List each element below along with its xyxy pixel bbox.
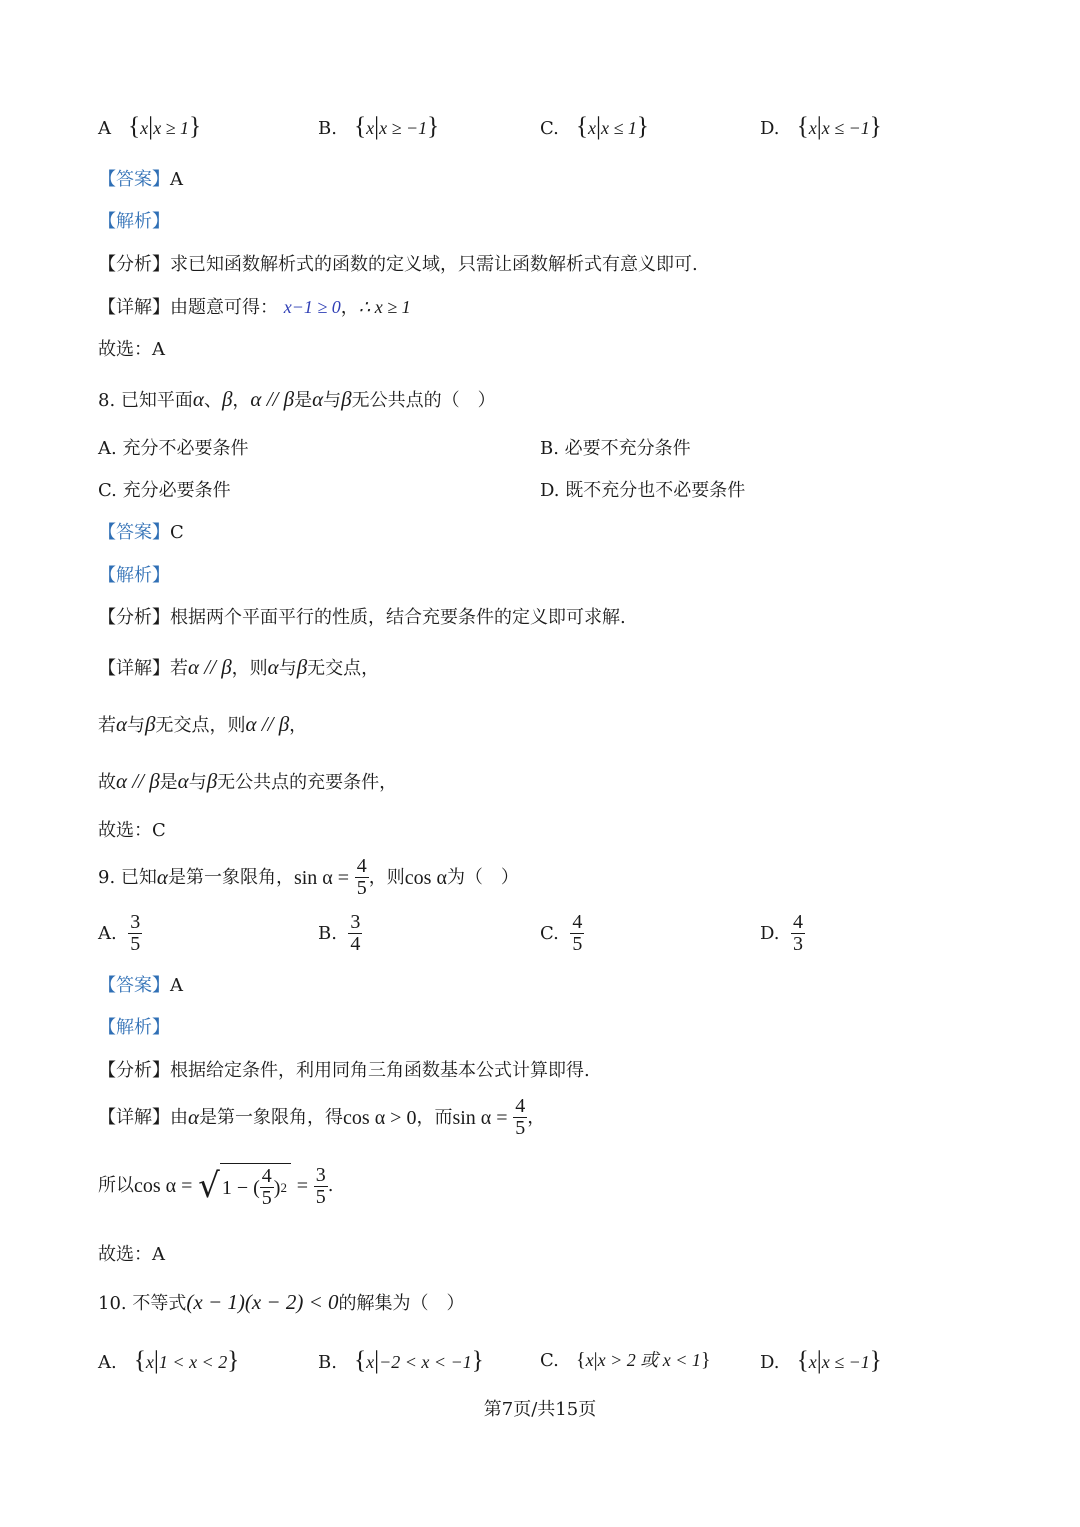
fenxi-tag: 【分析】 <box>98 607 170 628</box>
q7-guxuan <box>98 341 165 359</box>
fraction <box>355 856 369 899</box>
question-number: 8. <box>98 390 116 411</box>
brace-close: } <box>869 1347 882 1374</box>
math-condition: x−1 ≥ 0 <box>283 297 341 317</box>
fraction-numerator: 4 <box>792 911 803 933</box>
answer-tag: 【答案】 <box>98 169 170 190</box>
question-number: 9. <box>98 866 116 888</box>
question-number: 10. <box>98 1293 127 1314</box>
xiangjie-text: 是第一象限角，得 <box>199 1106 344 1128</box>
set-bar: | <box>148 113 154 140</box>
set-condition: x ≤ 1 <box>601 118 637 138</box>
math-parallel: α // β <box>116 769 160 793</box>
option-letter: A. <box>98 922 117 944</box>
q8-xiangjie-line2 <box>98 714 307 735</box>
fraction <box>791 912 805 955</box>
option-letter: B. <box>318 1352 337 1373</box>
q8-option-b <box>540 440 691 458</box>
math-beta: β <box>221 387 233 411</box>
q8-xiangjie-line3 <box>98 771 397 792</box>
brace-close: } <box>636 113 649 140</box>
fraction <box>260 1166 274 1209</box>
radicand <box>220 1163 291 1209</box>
q7-option-a <box>98 114 201 139</box>
math-exponent: 2 <box>280 1180 287 1195</box>
brace-close: } <box>189 113 202 140</box>
fenxi-tag: 【分析】 <box>98 254 170 275</box>
xiangjie-text: 由 <box>170 1106 188 1128</box>
xiangjie-text: ， <box>340 297 359 318</box>
question-text: ， <box>232 390 251 411</box>
math-cos: cos α = <box>134 1175 193 1197</box>
fraction-numerator: 3 <box>130 911 141 933</box>
page-number: 第7页/共15页 <box>483 1399 597 1420</box>
q9-fenxi <box>98 1062 590 1080</box>
fenxi-tag: 【分析】 <box>98 1060 170 1081</box>
xiangjie-text: 由题意可得： <box>170 297 278 318</box>
q7-fenxi <box>98 256 698 274</box>
set-condition: −2 < x < −1 <box>379 1352 472 1372</box>
q8-option-a <box>98 440 248 458</box>
option-text: D. 既不充分也不必要条件 <box>540 480 746 501</box>
brace-open: { <box>576 113 589 140</box>
solution-text: 所以 <box>98 1175 134 1196</box>
conclusion-text: 故选：A <box>98 339 165 360</box>
brace-open: { <box>133 1347 146 1374</box>
brace-close: } <box>869 113 882 140</box>
xiangjie-tag: 【详解】 <box>98 1106 170 1128</box>
question-text: 不等式 <box>132 1293 187 1314</box>
option-letter: D. <box>760 118 780 139</box>
fraction-numerator: 4 <box>356 855 367 877</box>
question-text: 是第一象限角， <box>167 866 294 888</box>
q8-jiexi <box>98 567 170 585</box>
math-sin: sin α = <box>293 866 350 889</box>
set-condition: x > 2 或 x < 1 <box>597 1350 701 1370</box>
fraction-denominator: 4 <box>350 933 361 955</box>
q9-option-b <box>318 912 362 955</box>
math-equals: = <box>296 1175 308 1197</box>
xiangjie-text: ，则 <box>231 658 268 679</box>
fraction-denominator: 5 <box>572 933 583 955</box>
solution-text: . <box>327 1175 334 1196</box>
option-letter: C. <box>540 1350 559 1371</box>
q8-xiangjie-line1 <box>98 657 379 678</box>
fraction-numerator: 4 <box>261 1165 272 1187</box>
q7-option-d <box>760 114 882 139</box>
q8-option-c <box>98 482 231 500</box>
q9-answer <box>98 977 183 995</box>
xiangjie-text: 若 <box>170 658 188 679</box>
set-bar: | <box>593 1349 598 1371</box>
q10-option-a <box>98 1348 239 1373</box>
q8-guxuan <box>98 822 166 840</box>
set-var: x <box>585 1350 594 1370</box>
fenxi-text: 根据给定条件，利用同角三角函数基本公式计算即得. <box>170 1060 590 1081</box>
q10-question <box>98 1292 465 1313</box>
xiangjie-text: ， <box>289 715 308 736</box>
square-root <box>198 1163 291 1209</box>
xiangjie-text: 若 <box>98 715 116 736</box>
math-parallel: α // β <box>250 387 295 411</box>
fraction-denominator: 5 <box>130 933 141 955</box>
fraction <box>513 1096 527 1139</box>
question-text: 已知平面 <box>120 390 193 411</box>
brace-open: { <box>796 113 809 140</box>
brace-open: { <box>354 113 367 140</box>
fenxi-text: 根据两个平面平行的性质，结合充要条件的定义即可求解. <box>170 607 626 628</box>
brace-close: } <box>427 113 440 140</box>
q9-option-c <box>540 912 584 955</box>
fraction <box>570 912 584 955</box>
math-alpha: α <box>267 655 279 679</box>
jiexi-tag: 【解析】 <box>98 565 170 586</box>
jiexi-tag: 【解析】 <box>98 211 170 232</box>
q8-question <box>98 389 496 410</box>
fraction-numerator: 3 <box>315 1163 326 1186</box>
math-cos-condition: cos α > 0 <box>343 1106 417 1129</box>
set-var: x <box>808 118 817 138</box>
option-letter: B. <box>318 922 337 944</box>
set-condition: x ≤ −1 <box>821 118 870 138</box>
fraction-numerator: 4 <box>515 1095 526 1117</box>
math-beta: β <box>341 387 352 411</box>
conclusion-text: 故选：A <box>98 1244 165 1265</box>
xiangjie-text: 与 <box>278 658 297 679</box>
option-text: A. 充分不必要条件 <box>98 438 249 459</box>
option-text: B. 必要不充分条件 <box>540 438 691 459</box>
fraction <box>348 912 362 955</box>
answer-value: A <box>170 975 183 996</box>
answer-tag: 【答案】 <box>98 975 170 996</box>
math-parallel: α // β <box>245 712 290 736</box>
answer-tag: 【答案】 <box>98 522 170 543</box>
q10-option-d <box>760 1348 882 1373</box>
q9-guxuan <box>98 1246 165 1264</box>
brace-close: } <box>227 1347 240 1374</box>
math-beta: β <box>206 769 218 793</box>
fenxi-text: 求已知函数解析式的函数的定义域，只需让函数解析式有意义即可. <box>170 254 698 275</box>
math-expression: ) <box>273 1176 281 1199</box>
q9-question <box>98 856 519 899</box>
q9-jiexi <box>98 1019 170 1037</box>
brace-open: { <box>354 1347 367 1374</box>
q9-option-d <box>760 912 805 955</box>
fraction-denominator: 3 <box>792 933 803 955</box>
option-letter: D. <box>760 922 780 944</box>
q7-answer <box>98 171 183 189</box>
q7-option-c <box>540 114 649 139</box>
xiangjie-text: 故 <box>98 772 116 793</box>
option-letter: A <box>98 118 111 139</box>
question-text: 与 <box>323 390 342 411</box>
math-alpha: α <box>156 865 168 889</box>
set-bar: | <box>374 1347 380 1374</box>
xiangjie-text: ，而 <box>416 1106 453 1128</box>
math-alpha: α <box>312 387 324 411</box>
q9-solution <box>98 1163 333 1209</box>
question-text: 的解集为（ ） <box>338 1293 465 1314</box>
xiangjie-tag: 【详解】 <box>98 297 170 318</box>
option-letter: A. <box>98 1352 117 1373</box>
set-bar: | <box>153 1347 159 1374</box>
question-text: 已知 <box>120 866 157 888</box>
set-condition: x ≥ 1 <box>153 118 190 138</box>
xiangjie-text: 无交点，则 <box>155 715 246 736</box>
brace-open: { <box>796 1347 809 1374</box>
page-footer <box>0 1395 1080 1421</box>
fraction-numerator: 4 <box>572 911 583 933</box>
answer-value: C <box>170 522 184 543</box>
math-cos: cos α <box>404 866 447 889</box>
math-alpha: α <box>192 387 204 411</box>
set-bar: | <box>374 113 380 140</box>
xiangjie-text: ， <box>527 1106 546 1128</box>
math-parallel: α // β <box>188 655 232 679</box>
q8-answer <box>98 524 184 542</box>
question-text: 是 <box>294 390 313 411</box>
fraction-denominator: 5 <box>315 1185 326 1208</box>
xiangjie-text: 无交点， <box>307 658 380 679</box>
set-var: x <box>366 118 375 138</box>
q7-jiexi <box>98 213 170 231</box>
q8-option-d <box>540 482 745 500</box>
fraction <box>314 1165 328 1208</box>
set-bar: | <box>816 113 822 140</box>
math-alpha: α <box>116 712 128 736</box>
fraction-denominator: 5 <box>261 1187 272 1209</box>
math-alpha: α <box>188 1105 200 1129</box>
math-beta: β <box>296 655 308 679</box>
q9-option-a <box>98 912 142 955</box>
option-letter: C. <box>540 118 559 139</box>
fraction <box>128 912 142 955</box>
radical-icon: √ <box>198 1166 220 1206</box>
question-text: 无公共点的（ ） <box>351 390 496 411</box>
conclusion-text: 故选：C <box>98 820 166 841</box>
math-expression: 1 − ( <box>221 1176 260 1199</box>
xiangjie-text: 与 <box>127 715 146 736</box>
xiangjie-tag: 【详解】 <box>98 658 170 679</box>
xiangjie-text: 是 <box>159 772 178 793</box>
math-inequality: (x − 1)(x − 2) < 0 <box>186 1290 339 1314</box>
set-bar: | <box>596 113 602 140</box>
set-var: x <box>808 1352 817 1372</box>
math-sin: sin α = <box>452 1106 508 1129</box>
brace-open: { <box>128 113 141 140</box>
option-text: C. 充分必要条件 <box>98 480 231 501</box>
set-var: x <box>140 118 149 138</box>
q7-xiangjie <box>98 298 411 317</box>
option-letter: B. <box>318 118 337 139</box>
q10-option-b <box>318 1348 484 1373</box>
set-condition: x ≤ −1 <box>821 1352 870 1372</box>
option-letter: D. <box>760 1352 780 1373</box>
question-text: 、 <box>203 390 222 411</box>
q9-xiangjie <box>98 1096 545 1139</box>
math-beta: β <box>145 712 156 736</box>
fraction-numerator: 3 <box>350 911 361 933</box>
brace-close: } <box>700 1349 711 1371</box>
set-condition: 1 < x < 2 <box>158 1352 228 1372</box>
set-condition: x ≥ −1 <box>379 118 428 138</box>
brace-open: { <box>576 1349 586 1371</box>
math-alpha: α <box>177 769 189 793</box>
jiexi-tag: 【解析】 <box>98 1017 170 1038</box>
q8-fenxi <box>98 609 626 627</box>
fraction-denominator: 5 <box>356 877 367 899</box>
math-result: ∴ x ≥ 1 <box>358 297 411 317</box>
set-var: x <box>588 118 597 138</box>
question-text: 为（ ） <box>446 866 519 888</box>
brace-close: } <box>471 1347 484 1374</box>
answer-value: A <box>170 169 183 190</box>
fraction-denominator: 5 <box>515 1117 526 1139</box>
xiangjie-text: 与 <box>188 772 207 793</box>
set-var: x <box>366 1352 375 1372</box>
q10-option-c <box>540 1350 711 1370</box>
option-letter: C. <box>540 922 559 944</box>
question-text: ，则 <box>368 866 405 888</box>
set-var: x <box>145 1352 154 1372</box>
xiangjie-text: 无公共点的充要条件， <box>217 772 398 793</box>
q7-option-b <box>318 114 439 139</box>
set-bar: | <box>816 1347 822 1374</box>
